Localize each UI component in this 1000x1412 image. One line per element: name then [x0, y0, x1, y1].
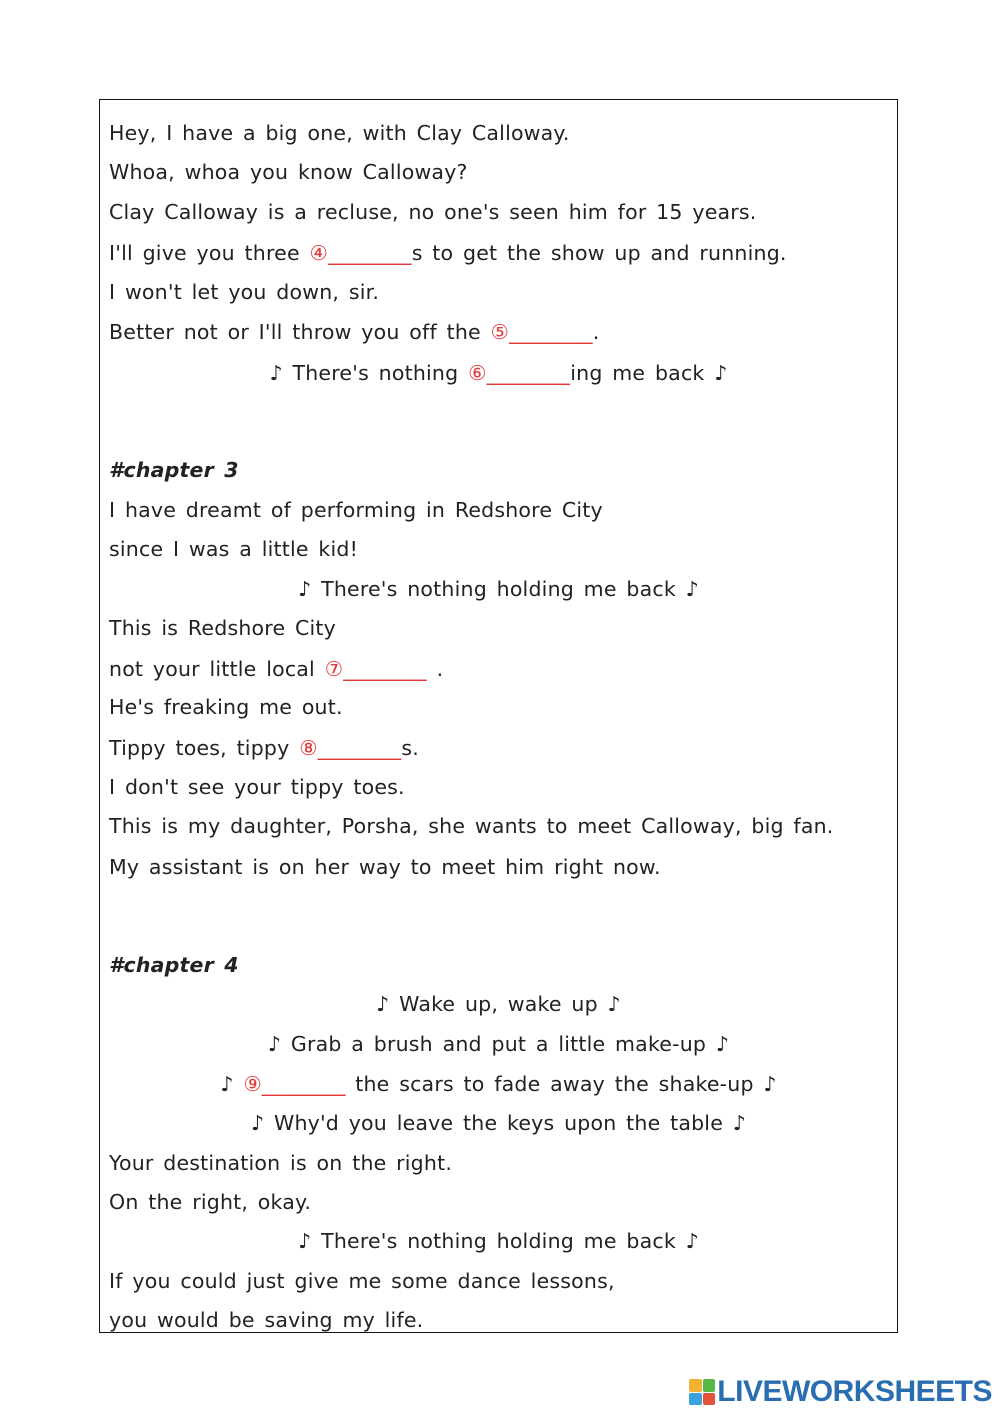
text-line: He's freaking me out.	[109, 695, 343, 719]
lyric-line: ♪ There's nothing holding me back ♪	[298, 577, 699, 601]
line-text-before: Tippy toes, tippy	[109, 736, 300, 760]
brand-name: LIVEWORKSHEETS	[717, 1375, 992, 1408]
text-line: since I was a little kid!	[109, 537, 359, 561]
text-line: This is Redshore City	[109, 616, 336, 640]
line-text-after: s to get the show up and running.	[411, 241, 787, 265]
line-text-after: the scars to fade away the shake-up ♪	[345, 1072, 777, 1096]
line-text-after: .	[592, 320, 600, 344]
line-text-after: s.	[401, 736, 419, 760]
text-line: If you could just give me some dance lessons,	[109, 1269, 615, 1293]
text-line-with-blank	[109, 237, 888, 269]
blank-field-5[interactable]: ⑤________	[490, 320, 593, 344]
lyric-line-with-blank	[100, 1068, 897, 1100]
lyric-line: ♪ Why'd you leave the keys upon the table ♪	[250, 1111, 747, 1135]
line-text-before: Better not or I'll throw you off the	[109, 320, 491, 344]
text-line: you would be saving my life.	[109, 1308, 424, 1332]
text-line: On the right, okay.	[109, 1190, 312, 1214]
lyric-line: ♪ Grab a brush and put a little make-up ♪	[267, 1032, 730, 1056]
worksheet-box	[99, 99, 898, 1333]
text-line: I don't see your tippy toes.	[109, 775, 405, 799]
lyric-line-with-blank	[100, 357, 897, 389]
logo-icon	[689, 1379, 715, 1405]
lyric-line: ♪ Wake up, wake up ♪	[376, 992, 621, 1016]
line-text-after: ing me back ♪	[570, 361, 728, 385]
line-text-before: ♪	[220, 1072, 244, 1096]
chapter-heading: #chapter 4	[109, 953, 239, 977]
text-line: This is my daughter, Porsha, she wants to meet Calloway, big fan.	[109, 814, 834, 838]
text-line: I won't let you down, sir.	[109, 280, 380, 304]
text-line-with-blank	[109, 316, 888, 348]
blank-field-9[interactable]: ⑨________	[243, 1072, 346, 1096]
text-line-with-blank	[109, 653, 888, 685]
liveworksheets-logo[interactable]	[689, 1372, 992, 1412]
text-line: Your destination is on the right.	[109, 1151, 453, 1175]
blank-field-8[interactable]: ⑧________	[299, 736, 402, 760]
line-text-before: not your little local	[109, 657, 325, 681]
text-line: Hey, I have a big one, with Clay Calloway.	[109, 121, 570, 145]
text-line-with-blank	[109, 732, 888, 764]
line-text-before: ♪ There's nothing	[269, 361, 469, 385]
line-text-before: I'll give you three	[109, 241, 310, 265]
lyric-line: ♪ There's nothing holding me back ♪	[298, 1229, 699, 1253]
line-text-after: .	[426, 657, 444, 681]
chapter-heading: #chapter 3	[109, 458, 239, 482]
text-line: I have dreamt of performing in Redshore City	[109, 498, 603, 522]
text-line: My assistant is on her way to meet him right now.	[109, 855, 661, 879]
blank-field-6[interactable]: ⑥________	[468, 361, 571, 385]
blank-field-7[interactable]: ⑦________	[324, 657, 427, 681]
text-line: Clay Calloway is a recluse, no one's seen him for 15 years.	[109, 200, 757, 224]
blank-field-4[interactable]: ④________	[309, 241, 412, 265]
text-line: Whoa, whoa you know Calloway?	[109, 160, 468, 184]
